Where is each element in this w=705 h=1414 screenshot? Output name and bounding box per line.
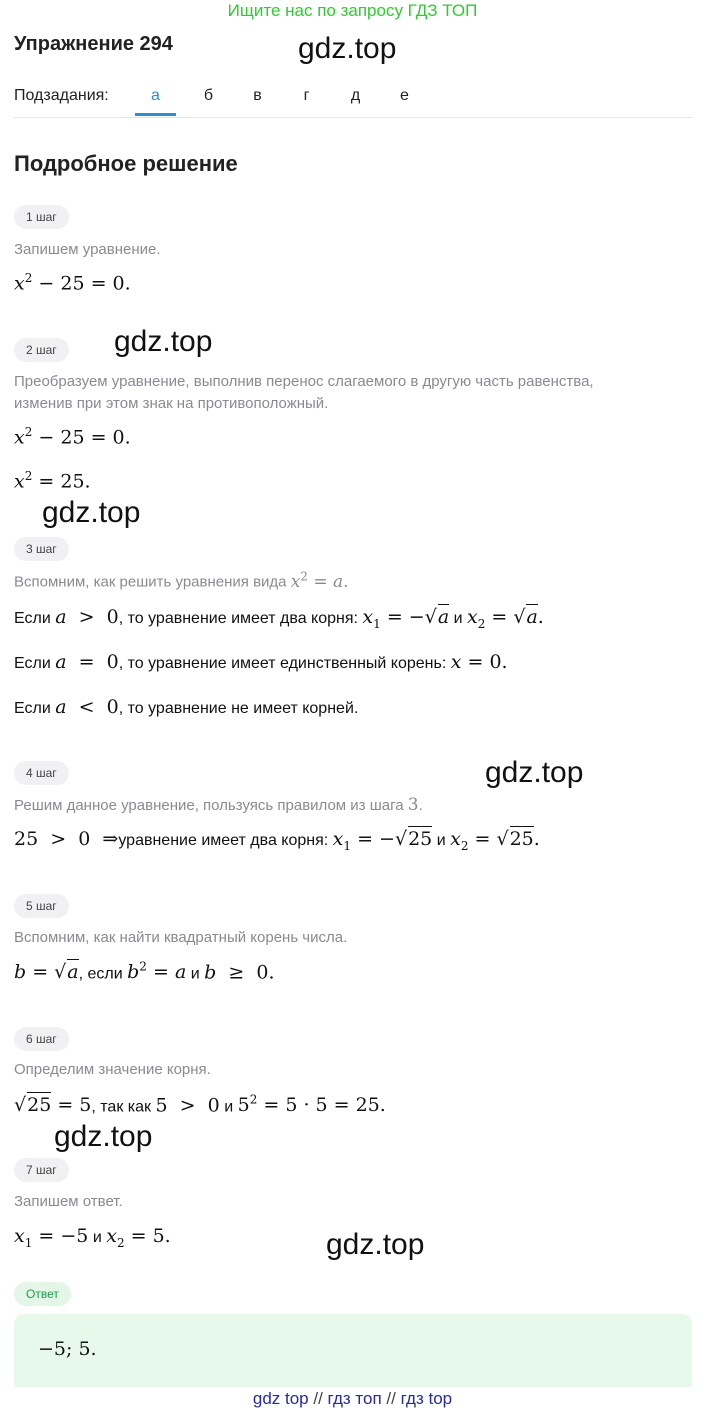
footer-separator: // [313, 1389, 323, 1408]
subtask-tabs [135, 80, 429, 116]
step-2-text-1: Преобразуем уравнение, выполнив перенос слагаемого в другую часть равенства, [14, 373, 594, 390]
step-3-case-negative: Если a < 0, то уравнение не имеет корней. [14, 696, 359, 718]
watermark: gdz.top [298, 32, 397, 65]
footer-link-gdz-top[interactable]: gdz top [252, 1389, 309, 1408]
step-5-text: Вспомним, как найти квадратный корень числа. [14, 929, 348, 946]
step-badge-6: 6 шаг [14, 1027, 69, 1051]
tab-v[interactable]: в [253, 87, 262, 104]
step-badge-5: 5 шаг [14, 894, 69, 918]
promo-banner: Ищите нас по запросу ГДЗ ТОП [227, 1, 478, 20]
watermark: gdz.top [326, 1228, 425, 1261]
step-1-text: Запишем уравнение. [14, 241, 161, 258]
step-6-result: √25 = 5, так как 5 > 0 и $5^2 = 5 \cdot 5 = 25$. [14, 1093, 386, 1117]
step-badge-2: 2 шаг [14, 338, 69, 362]
page-title: Упражнение 294 [14, 33, 173, 55]
step-2-equation-2: $x^2 = 25$. [14, 469, 91, 493]
divider [14, 117, 692, 118]
step-4-result: 25 > 0 ⇒уравнение имеет два корня: $x_1 = -√25$ и $x_2 = √25$. [14, 828, 540, 853]
step-1-equation: $x^2 - 25 = 0$. [14, 271, 131, 295]
footer-link-gdz-top-ru[interactable]: гдз топ [327, 1389, 382, 1408]
tab-a[interactable]: а [135, 80, 176, 116]
step-4-text: Решим данное уравнение, пользуясь правилом из шага 3. [14, 795, 423, 815]
step-3-case-positive: Если a > 0, то уравнение имеет два корня: $x_1 = -√a$ и $x_2 = √a$. [14, 606, 544, 631]
watermark: gdz.top [485, 756, 584, 789]
step-7-result: $x_1 = -5$ и $x_2 = 5$. [14, 1225, 171, 1250]
section-title: Подробное решение [14, 151, 238, 176]
step-badge-3: 3 шаг [14, 537, 69, 561]
watermark: gdz.top [114, 325, 213, 358]
answer-badge: Ответ [14, 1282, 71, 1306]
watermark: gdz.top [42, 496, 141, 529]
footer-link-gdz-top-mixed[interactable]: гдз top [400, 1389, 453, 1408]
step-3-text: Вспомним, как решить уравнения вида $x^2 = a$. [14, 569, 349, 592]
tab-b[interactable]: б [203, 87, 214, 104]
tab-e[interactable]: е [400, 87, 409, 104]
step-2-equation-1: $x^2 - 25 = 0$. [14, 425, 131, 449]
tab-d[interactable]: д [350, 87, 361, 104]
step-5-rule: b = √a, если $b^2 = a$ и b ≥ 0. [14, 960, 275, 984]
answer-box [14, 1314, 692, 1387]
step-2-text-2: изменив при этом знак на противоположный. [14, 395, 329, 412]
footer-separator: // [386, 1389, 396, 1408]
footer-links [0, 1389, 705, 1409]
step-7-text: Запишем ответ. [14, 1193, 123, 1210]
step-badge-1: 1 шаг [14, 205, 69, 229]
step-6-text: Определим значение корня. [14, 1061, 211, 1078]
step-3-case-zero: Если a = 0, то уравнение имеет единственный корень: x = 0. [14, 651, 508, 673]
step-badge-4: 4 шаг [14, 761, 69, 785]
subtasks-label: Подзадания: [14, 87, 109, 104]
answer-value: −5; 5. [38, 1338, 97, 1360]
watermark: gdz.top [54, 1120, 153, 1153]
tab-g[interactable]: г [303, 87, 310, 104]
step-badge-7: 7 шаг [14, 1158, 69, 1182]
